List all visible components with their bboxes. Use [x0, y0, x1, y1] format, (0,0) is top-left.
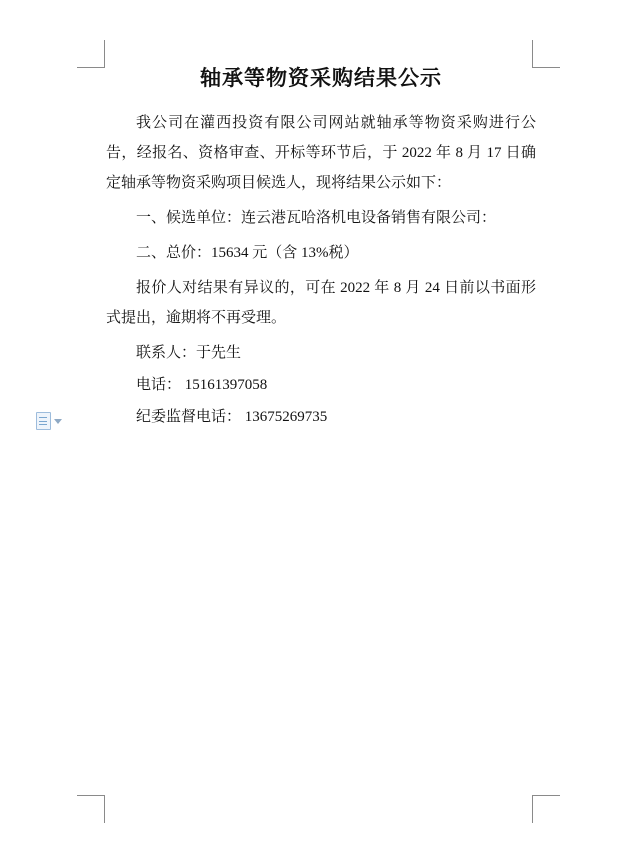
document-icon[interactable]: [36, 412, 64, 430]
paragraph-intro: 我公司在灌西投资有限公司网站就轴承等物资采购进行公告，经报名、资格审查、开标等环节后，于 2022 年 8 月 17 日确定轴承等物资采购项目候选人，现将结果公示如下：: [106, 115, 536, 191]
document-thumb-icon: [36, 412, 51, 430]
supervision-phone: 纪委监督电话： 13675269735: [136, 409, 328, 425]
paragraph-total-price: 二、总价：15634 元（含 13%税）: [136, 245, 359, 261]
document-content: [106, 64, 536, 434]
contact-person: 联系人：于先生: [136, 345, 242, 361]
page-title: 轴承等物资采购结果公示: [200, 67, 442, 90]
contact-phone: 电话： 15161397058: [136, 377, 268, 393]
paragraph-objection-notice: 报价人对结果有异议的，可在 2022 年 8 月 24 日前以书面形式提出，逾期将不再受理。: [106, 280, 536, 326]
chevron-down-icon[interactable]: [54, 419, 62, 424]
contact-block: [106, 338, 536, 432]
paragraph-candidate-unit: 一、候选单位：连云港瓦哈洛机电设备销售有限公司：: [136, 210, 497, 226]
